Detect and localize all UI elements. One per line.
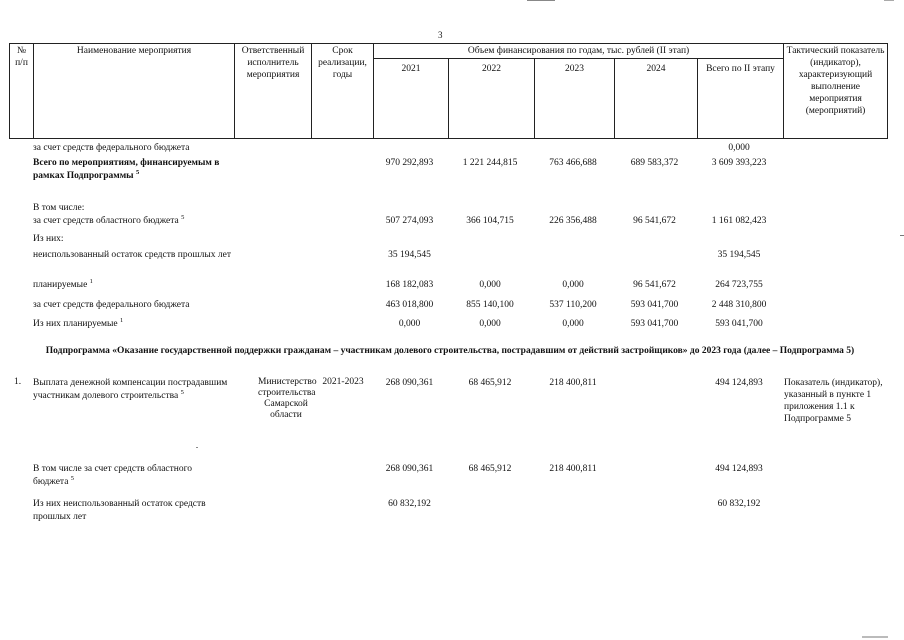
- cell-2023: 218 400,811: [549, 378, 597, 388]
- cell-2022: 68 465,912: [468, 464, 512, 474]
- scan-mark: [884, 0, 894, 1]
- item-number: 1.: [14, 377, 22, 387]
- header-total: Всего по II этапу: [698, 59, 784, 139]
- subprogram-title: Подпрограмма «Оказание государственной поддержки гражданам – участникам долевого строительства, пострадавшим от действий застройщиков» до 2023 года (далее – Подпрограмма 5): [45, 346, 855, 356]
- row-label: Из них неиспользованный остаток средств прошлых лет: [33, 499, 206, 522]
- cell-2024: 96 541,672: [633, 216, 676, 226]
- header-indicator: Тактический показатель (индикатор), характеризующий выполнение мероприятия (мероприятий): [784, 44, 888, 139]
- scan-mark: [527, 0, 555, 1]
- cell-2022: 0,000: [479, 319, 501, 329]
- table-header: [9, 43, 888, 139]
- cell-total: 494 124,893: [715, 464, 763, 474]
- cell-2021: 268 090,361: [385, 464, 434, 474]
- cell-2023: 226 356,488: [549, 216, 597, 226]
- scan-mark: [900, 235, 904, 236]
- row-label: неиспользованный остаток средств прошлых лет: [33, 250, 232, 260]
- row-label: за счет средств федерального бюджета: [33, 143, 190, 153]
- cell-2021: 268 090,361: [385, 378, 434, 388]
- row-label: за счет средств федерального бюджета: [33, 300, 190, 310]
- header-2023: 2023: [535, 59, 615, 139]
- cell-total: 494 124,893: [715, 378, 763, 388]
- item-term: 2021-2023: [322, 377, 364, 387]
- cell-total: 264 723,755: [715, 280, 763, 290]
- cell-2024: 689 583,372: [630, 158, 679, 168]
- cell-total: 3 609 393,223: [711, 158, 767, 168]
- cell-2023: 0,000: [562, 319, 584, 329]
- cell-2021: 970 292,893: [385, 158, 434, 168]
- cell-total: 35 194,545: [717, 250, 761, 260]
- header-name: Наименование мероприятия: [34, 44, 235, 139]
- cell-2022: 68 465,912: [468, 378, 512, 388]
- header-2021: 2021: [374, 59, 449, 139]
- cell-total: 2 448 310,800: [711, 300, 767, 310]
- item-responsible: Министерство строительства Самарской области: [258, 377, 317, 420]
- row-label: Всего по мероприятиям, финансируемым в рамках Подпрограммы $^5$: [33, 158, 220, 181]
- cell-2022: 1 221 244,815: [462, 158, 518, 168]
- cell-total: 593 041,700: [715, 319, 763, 329]
- cell-2022: 366 104,715: [466, 216, 514, 226]
- row-label: Из них:: [33, 234, 64, 244]
- item-label: Выплата денежной компенсации пострадавшим участникам долевого строительства $^5$: [33, 378, 228, 401]
- cell-2022: 0,000: [479, 280, 501, 290]
- header-term: Срок реализации, годы: [312, 44, 374, 139]
- cell-2023: 763 466,688: [549, 158, 597, 168]
- page-number: 3: [438, 30, 443, 40]
- row-label: В том числе:: [33, 203, 85, 213]
- header-financing: Объем финансирования по годам, тыс. рублей (II этап): [374, 44, 784, 59]
- header-num: № п/п: [10, 44, 34, 139]
- row-label: планируемые $^1$: [33, 277, 93, 290]
- header-responsible: Ответственный исполнитель мероприятия: [235, 44, 312, 139]
- cell-total: 60 832,192: [717, 499, 761, 509]
- cell-2022: 855 140,100: [466, 300, 514, 310]
- row-label: В том числе за счет средств областного бюджета $^5$: [33, 464, 193, 487]
- header-2024: 2024: [615, 59, 698, 139]
- cell-2024: 593 041,700: [630, 319, 679, 329]
- cell-2024: 593 041,700: [630, 300, 679, 310]
- cell-2021: 60 832,192: [388, 499, 431, 509]
- cell-2021: 463 018,800: [385, 300, 434, 310]
- cell-2021: 35 194,545: [388, 250, 431, 260]
- row-label: за счет средств областного бюджета $^5$: [33, 213, 185, 226]
- header-2022: 2022: [449, 59, 535, 139]
- cell-2023: 537 110,200: [549, 300, 597, 310]
- item-indicator: Показатель (индикатор), указанный в пункте 1 приложения 1.1 к Подпрограмме 5: [784, 378, 883, 424]
- cell-2024: 96 541,672: [633, 280, 676, 290]
- scan-mark: [196, 447, 198, 448]
- row-label: Из них планируемые $^1$: [33, 316, 124, 329]
- cell-2023: 0,000: [562, 280, 584, 290]
- cell-total: 1 161 082,423: [711, 216, 767, 226]
- cell-2023: 218 400,811: [549, 464, 597, 474]
- cell-2021: 168 182,083: [385, 280, 434, 290]
- scan-mark: [862, 636, 888, 638]
- cell-total: 0,000: [728, 143, 750, 153]
- cell-2021: 507 274,093: [385, 216, 434, 226]
- cell-2021: 0,000: [398, 319, 421, 329]
